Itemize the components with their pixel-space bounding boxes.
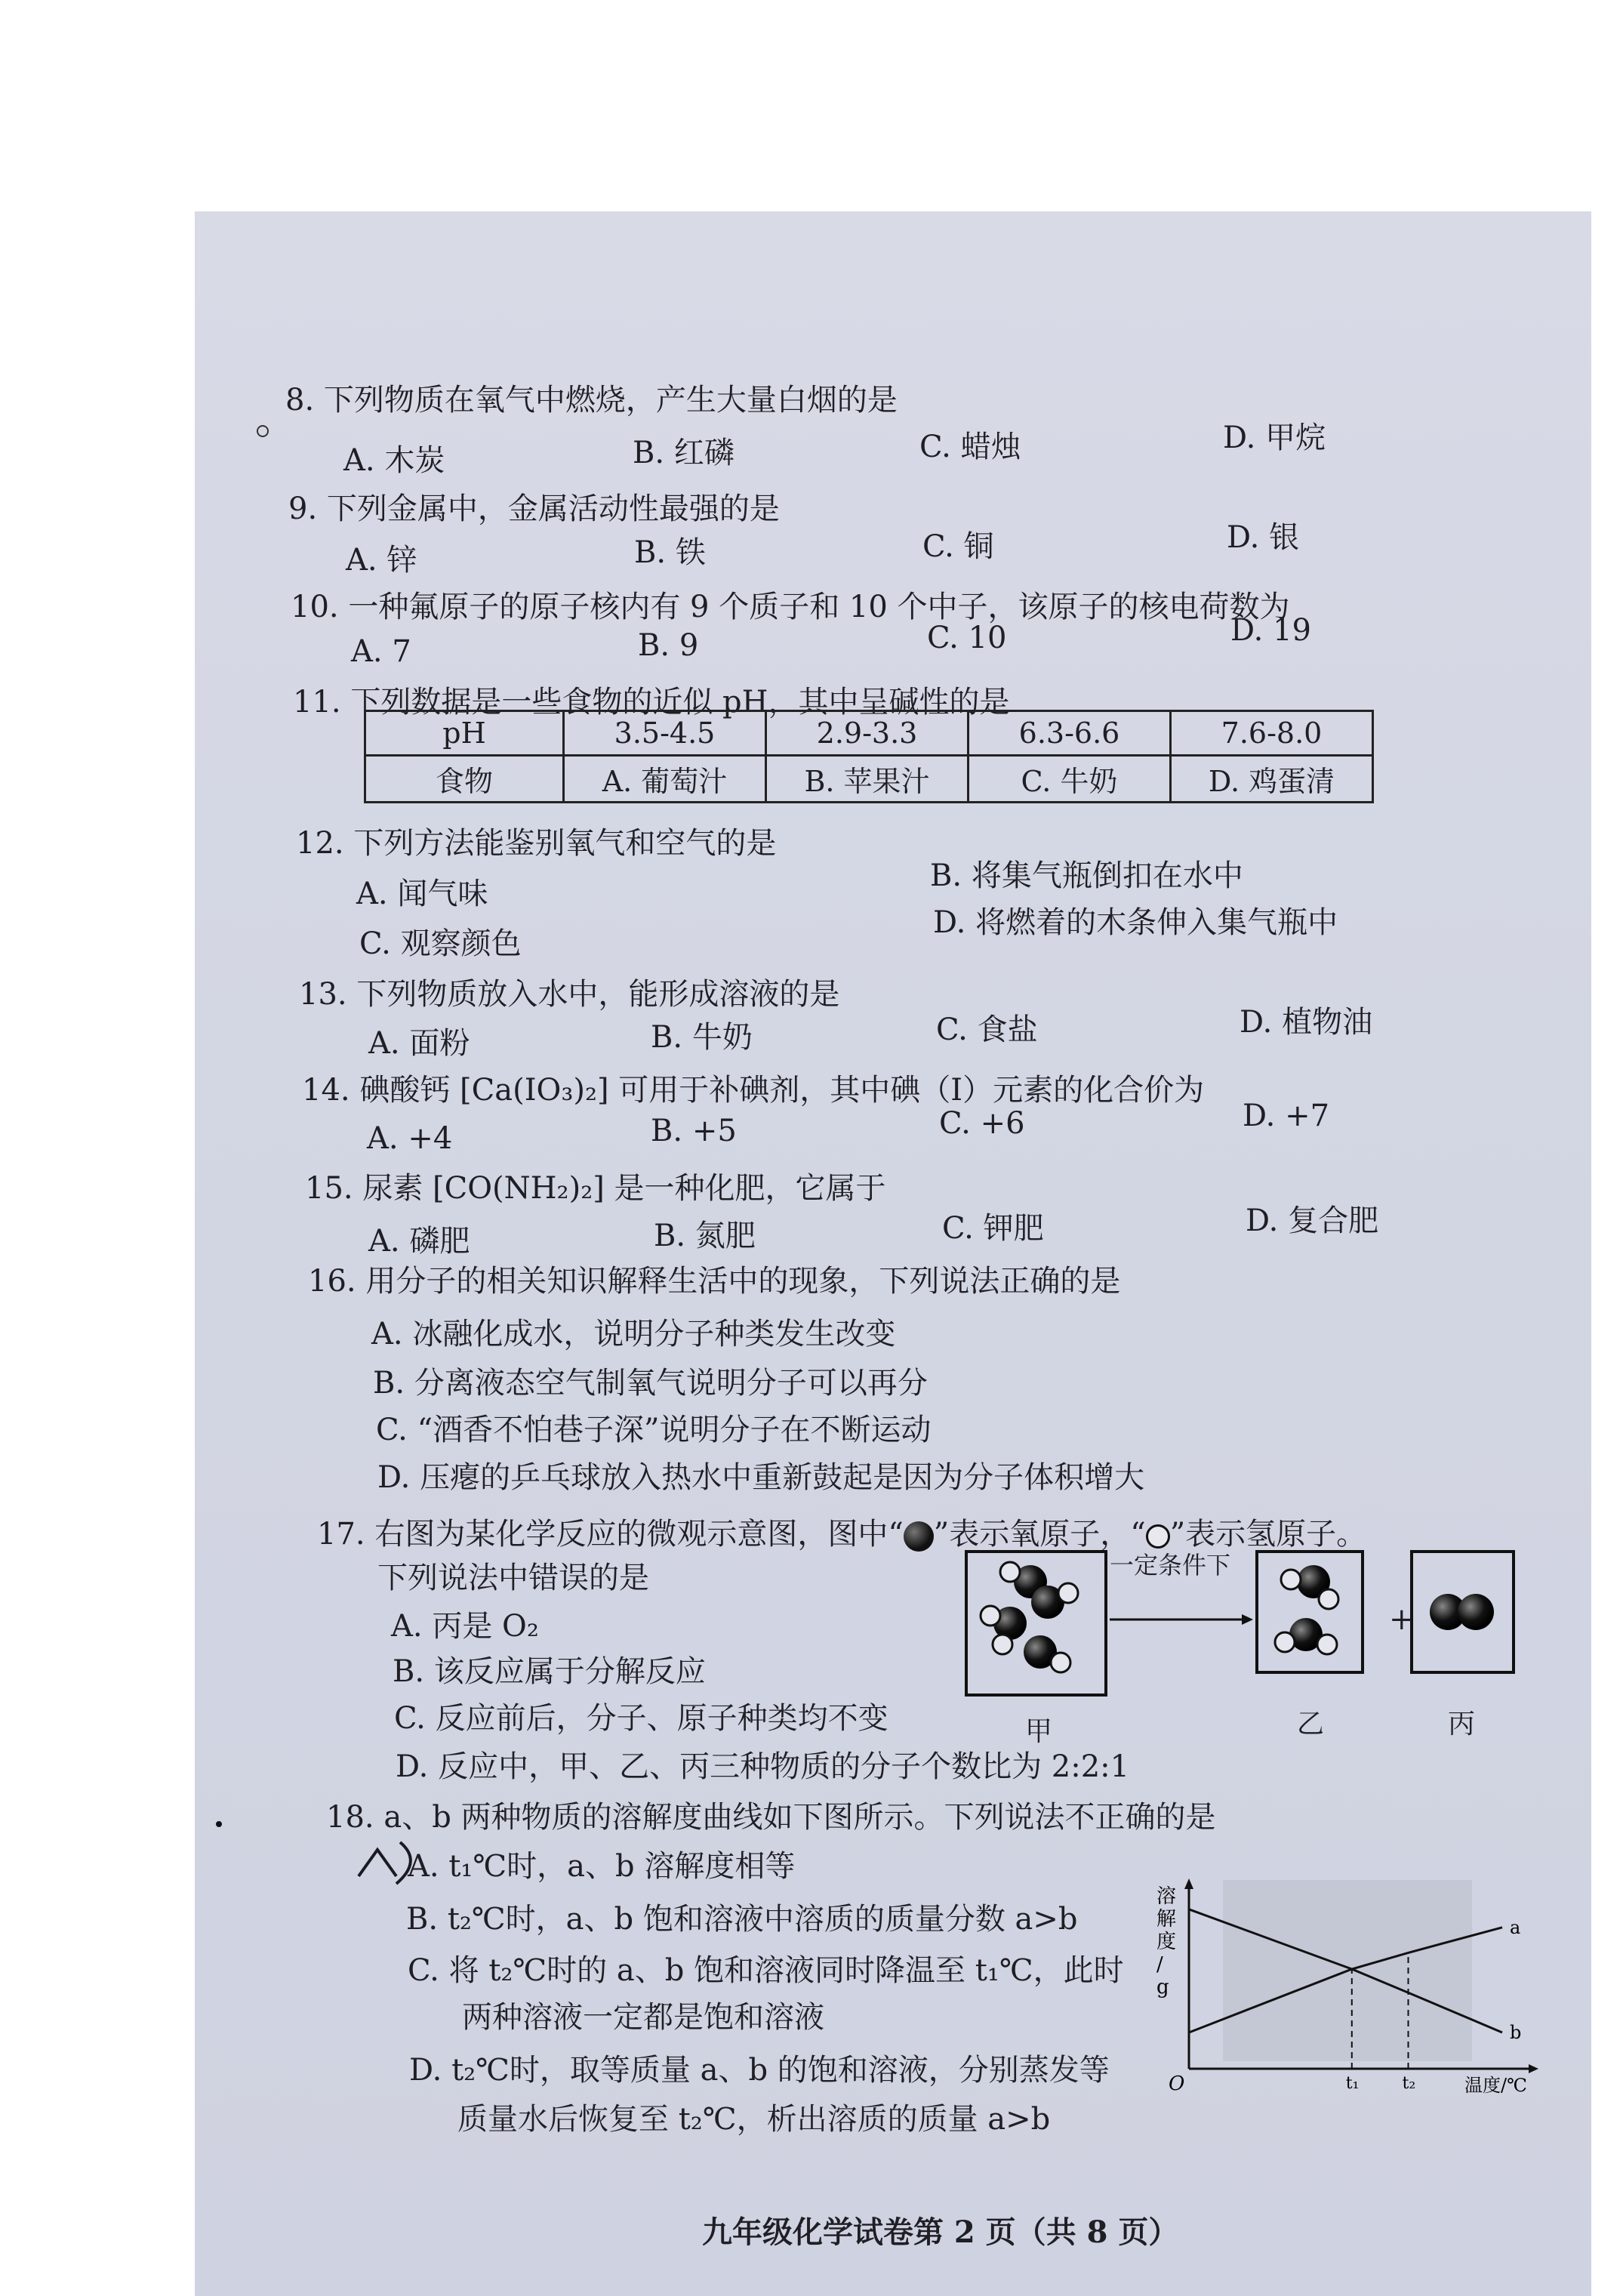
question-number: 12. xyxy=(296,826,344,861)
option-a: A. 闻气味 xyxy=(356,877,488,911)
option-c: C. 10 xyxy=(927,621,1007,655)
option-a: A. 7 xyxy=(351,634,411,669)
question-stem: 下列金属中，金属活动性最强的是 xyxy=(326,492,780,526)
option-c: C. 观察颜色 xyxy=(359,926,522,961)
question-number: 9. xyxy=(288,492,318,526)
x-tick-label: t₂ xyxy=(1402,2074,1416,2093)
option-c: C. 将 t₂℃时的 a、b 饱和溶液同时降温至 t₁℃，此时 xyxy=(408,1953,1124,1988)
option-b: B. 氮肥 xyxy=(654,1219,756,1253)
x-axis-arrow-icon xyxy=(1529,2064,1538,2073)
option-a: A. 丙是 O₂ xyxy=(391,1609,539,1644)
question-13 xyxy=(299,970,839,1013)
option-c: C. 钾肥 xyxy=(942,1211,1044,1246)
series-label: b xyxy=(1510,2022,1522,2043)
arrow-condition-label: 一定条件下 xyxy=(1110,1551,1231,1579)
question-stem: 下列物质在氧气中燃烧，产生大量白烟的是 xyxy=(323,383,898,418)
y-axis-label: 溶解度/ g xyxy=(1156,1885,1177,1999)
question-8 xyxy=(285,376,898,419)
y-axis-arrow-icon xyxy=(1184,1878,1193,1889)
question-stem: a、b 两种物质的溶解度曲线如下图所示。下列说法不正确的是 xyxy=(383,1800,1216,1835)
page-footer: 九年级化学试卷第 2 页（共 8 页） xyxy=(702,2214,1179,2250)
question-stem-end: ”表示氢原子。 xyxy=(1169,1517,1367,1552)
option-d: D. 压瘪的乒乓球放入热水中重新鼓起是因为分子体积增大 xyxy=(377,1460,1145,1495)
option-d: D. 将燃着的木条伸入集气瓶中 xyxy=(933,905,1338,940)
option-c: C. “酒香不怕巷子深”说明分子在不断运动 xyxy=(376,1413,932,1447)
option-d: D. +7 xyxy=(1243,1099,1330,1133)
option-a: A. 锌 xyxy=(346,543,417,578)
question-stem: 右图为某化学反应的微观示意图，图中“ xyxy=(374,1517,904,1552)
stray-mark xyxy=(257,425,269,437)
table-cell: A. 葡萄汁 xyxy=(564,756,766,803)
label-yi: 乙 xyxy=(1297,1709,1325,1740)
question-number: 16. xyxy=(308,1264,356,1299)
stray-mark xyxy=(216,1821,222,1827)
option-d: D. 复合肥 xyxy=(1246,1203,1379,1238)
question-stem: 下列物质放入水中，能形成溶液的是 xyxy=(356,977,840,1012)
option-a: A. 磷肥 xyxy=(368,1224,470,1259)
label-jia: 甲 xyxy=(1025,1716,1053,1747)
question-stem-line2: 下列说法中错误的是 xyxy=(377,1561,649,1595)
question-stem: 碘酸钙 [Ca(IO₃)₂] 可用于补碘剂，其中碘（I）元素的化合价为 xyxy=(359,1073,1205,1108)
question-stem: 用分子的相关知识解释生活中的现象，下列说法正确的是 xyxy=(365,1264,1121,1299)
question-stem: 下列数据是一些食物的近似 pH，其中呈碱性的是 xyxy=(350,685,1010,720)
question-number: 13. xyxy=(299,977,347,1012)
option-a: A. t₁℃时，a、b 溶解度相等 xyxy=(408,1849,796,1884)
option-a: A. +4 xyxy=(367,1121,453,1156)
option-c: C. 反应前后，分子、原子种类均不变 xyxy=(394,1701,888,1736)
question-stem: 一种氟原子的原子核内有 9 个质子和 10 个中子，该原子的核电荷数为 xyxy=(348,590,1290,624)
option-c: C. +6 xyxy=(939,1106,1025,1141)
table-cell: D. 鸡蛋清 xyxy=(1171,756,1373,803)
water-molecule xyxy=(981,1606,1027,1654)
origin-label: O xyxy=(1169,2073,1185,2095)
option-c: C. 食盐 xyxy=(936,1012,1038,1047)
ph-table xyxy=(364,710,1374,803)
option-b: B. 9 xyxy=(638,628,699,663)
table-cell: C. 牛奶 xyxy=(969,756,1171,803)
question-number: 11. xyxy=(293,685,341,720)
label-bing: 丙 xyxy=(1448,1709,1476,1740)
option-b: B. 牛奶 xyxy=(651,1020,753,1055)
series-label: a xyxy=(1510,1916,1521,1938)
option-b: B. t₂℃时，a、b 饱和溶液中溶质的质量分数 a>b xyxy=(406,1902,1078,1937)
option-d: D. 反应中，甲、乙、丙三种物质的分子个数比为 2:2:1 xyxy=(396,1749,1130,1784)
question-18 xyxy=(326,1793,1216,1836)
option-c: C. 铜 xyxy=(922,529,994,564)
question-number: 18. xyxy=(326,1800,374,1835)
option-b: B. +5 xyxy=(651,1114,737,1148)
x-axis-label: 温度/℃ xyxy=(1464,2075,1527,2096)
arrow-head-icon xyxy=(1242,1614,1253,1625)
option-d-continued: 质量水后恢复至 t₂℃，析出溶质的质量 a>b xyxy=(457,2102,1051,2137)
question-15 xyxy=(305,1164,886,1207)
option-d: D. 银 xyxy=(1227,520,1300,555)
question-stem: 下列方法能鉴别氧气和空气的是 xyxy=(353,826,777,861)
question-stem-mid: ”表示氧原子，“ xyxy=(933,1517,1146,1552)
table-cell: 3.5-4.5 xyxy=(564,711,766,756)
table-cell: 2.9-3.3 xyxy=(766,711,969,756)
table-cell: 6.3-6.6 xyxy=(969,711,1171,756)
option-c-continued: 两种溶液一定都是饱和溶液 xyxy=(462,2000,824,2035)
table-cell: pH xyxy=(365,711,564,756)
question-stem: 尿素 [CO(NH₂)₂] 是一种化肥，它属于 xyxy=(362,1171,886,1206)
question-16 xyxy=(308,1257,1120,1300)
table-cell: 食物 xyxy=(365,756,564,803)
solubility-chart xyxy=(1147,1872,1540,2106)
reaction-diagram xyxy=(959,1540,1517,1737)
question-9 xyxy=(288,485,780,528)
option-b: B. 将集气瓶倒扣在水中 xyxy=(930,858,1243,893)
question-number: 15. xyxy=(305,1171,353,1206)
table-cell: B. 苹果汁 xyxy=(766,756,969,803)
option-b: B. 分离液态空气制氧气说明分子可以再分 xyxy=(373,1366,928,1401)
table-row xyxy=(365,711,1373,756)
table-cell: 7.6-8.0 xyxy=(1171,711,1373,756)
option-c: C. 蜡烛 xyxy=(919,430,1021,464)
question-number: 17. xyxy=(317,1517,365,1552)
question-number: 8. xyxy=(285,383,315,418)
option-b: B. 该反应属于分解反应 xyxy=(393,1654,706,1689)
option-b: B. 红磷 xyxy=(633,436,735,470)
option-d: D. 植物油 xyxy=(1240,1005,1373,1040)
option-a: A. 木炭 xyxy=(343,443,445,478)
x-tick-label: t₁ xyxy=(1345,2074,1360,2093)
option-a: A. 冰融化成水，说明分子种类发生改变 xyxy=(371,1317,896,1351)
handwritten-check-mark xyxy=(355,1835,438,1888)
option-d: D. 甲烷 xyxy=(1223,421,1326,455)
option-d: D. 19 xyxy=(1230,613,1311,648)
question-number: 10. xyxy=(291,590,339,624)
question-number: 14. xyxy=(302,1073,350,1108)
option-d: D. t₂℃时，取等质量 a、b 的饱和溶液，分别蒸发等 xyxy=(409,2053,1110,2088)
question-10 xyxy=(291,583,1290,626)
option-b: B. 铁 xyxy=(634,535,706,570)
plus-sign: + xyxy=(1389,1602,1415,1637)
table-row xyxy=(365,756,1373,803)
question-14 xyxy=(302,1066,1204,1109)
option-a: A. 面粉 xyxy=(368,1026,470,1061)
question-12 xyxy=(296,819,776,862)
oxygen-atom-icon xyxy=(904,1521,934,1552)
